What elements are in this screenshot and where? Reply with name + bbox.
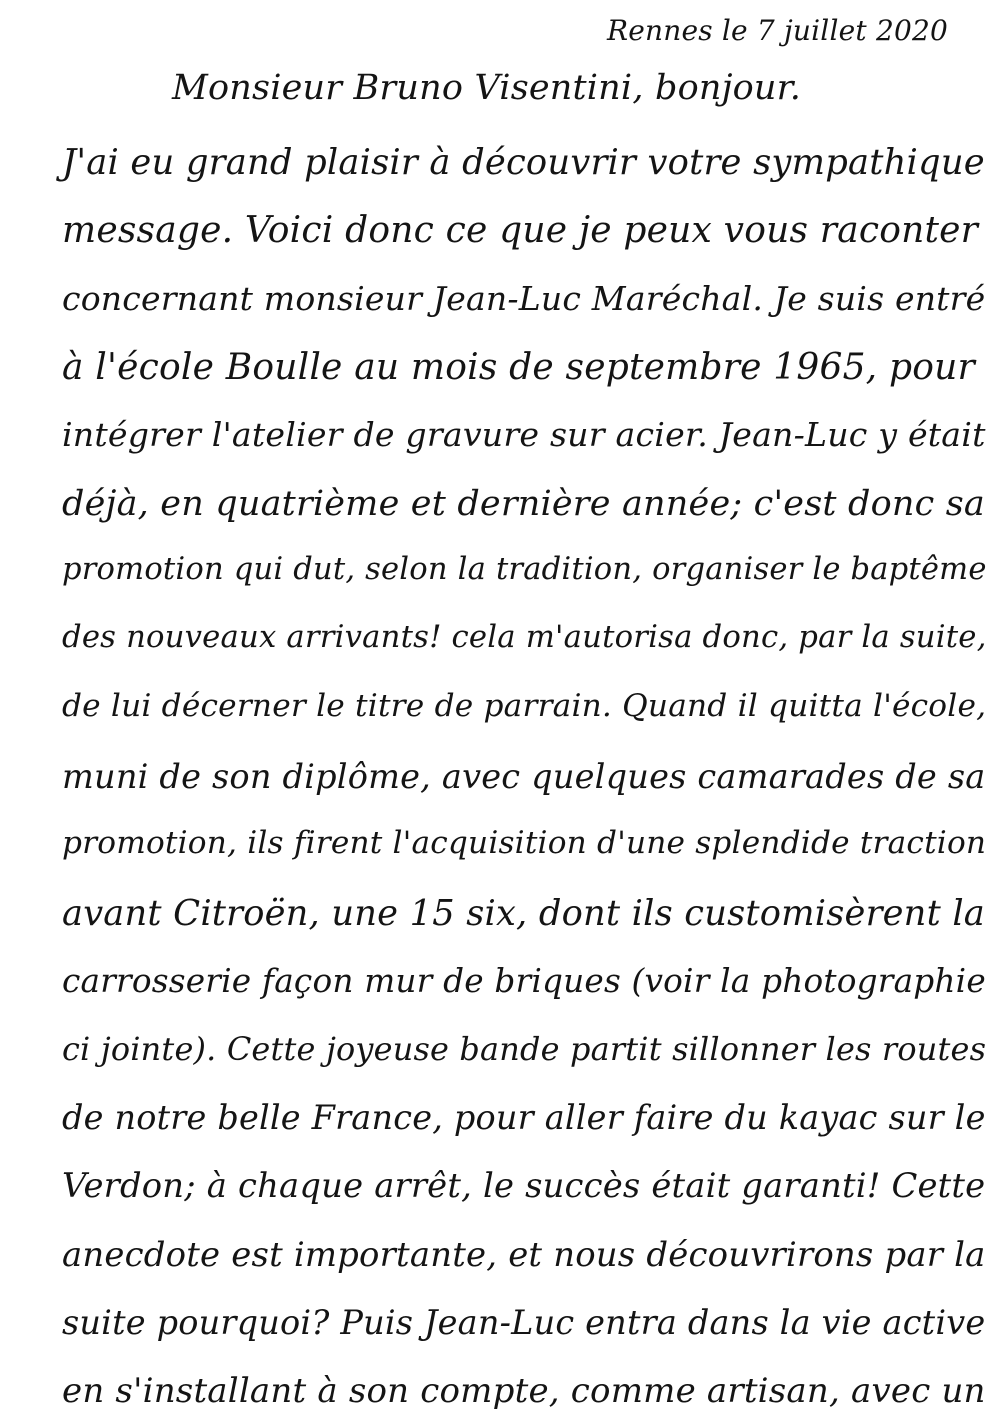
- letter-date: Rennes le 7 juillet 2020: [606, 14, 948, 47]
- letter-line: J'ai eu grand plaisir à découvrir votre sympathique: [62, 142, 985, 183]
- letter-line: muni de son diplôme, avec quelques camarades de sa: [62, 757, 986, 796]
- letter-greeting: Monsieur Bruno Visentini, bonjour.: [172, 68, 802, 108]
- letter-line: Verdon; à chaque arrêt, le succès était garanti! Cette: [62, 1166, 986, 1205]
- letter-line: déjà, en quatrième et dernière année; c'est donc sa: [62, 484, 985, 524]
- letter-line: promotion qui dut, selon la tradition, organiser le baptême: [62, 552, 987, 587]
- letter-line: de notre belle France, pour aller faire du kayac sur le: [62, 1098, 986, 1137]
- letter-line: intégrer l'atelier de gravure sur acier. Jean-Luc y était: [62, 415, 986, 454]
- letter-line: promotion, ils firent l'acquisition d'une splendide traction: [62, 825, 987, 861]
- letter-line: ci jointe). Cette joyeuse bande partit sillonner les routes: [62, 1030, 987, 1068]
- letter-line: de lui décerner le titre de parrain. Quand il quitta l'école,: [62, 688, 987, 724]
- letter-line: en s'installant à son compte, comme artisan, avec un: [62, 1371, 986, 1411]
- letter-line: suite pourquoi? Puis Jean-Luc entra dans la vie active: [62, 1303, 986, 1342]
- letter-line: carrosserie façon mur de briques (voir la photographie: [62, 962, 986, 1000]
- letter-line: des nouveaux arrivants! cela m'autorisa donc, par la suite,: [62, 620, 987, 655]
- letter-line: anecdote est importante, et nous découvrirons par la: [62, 1235, 986, 1274]
- letter-line: message. Voici donc ce que je peux vous raconter: [62, 210, 979, 251]
- letter-line: concernant monsieur Jean-Luc Maréchal. Je suis entré: [62, 279, 986, 318]
- letter-line: avant Citroën, une 15 six, dont ils customisèrent la: [62, 893, 986, 934]
- letter-line: à l'école Boulle au mois de septembre 1965, pour: [62, 347, 975, 388]
